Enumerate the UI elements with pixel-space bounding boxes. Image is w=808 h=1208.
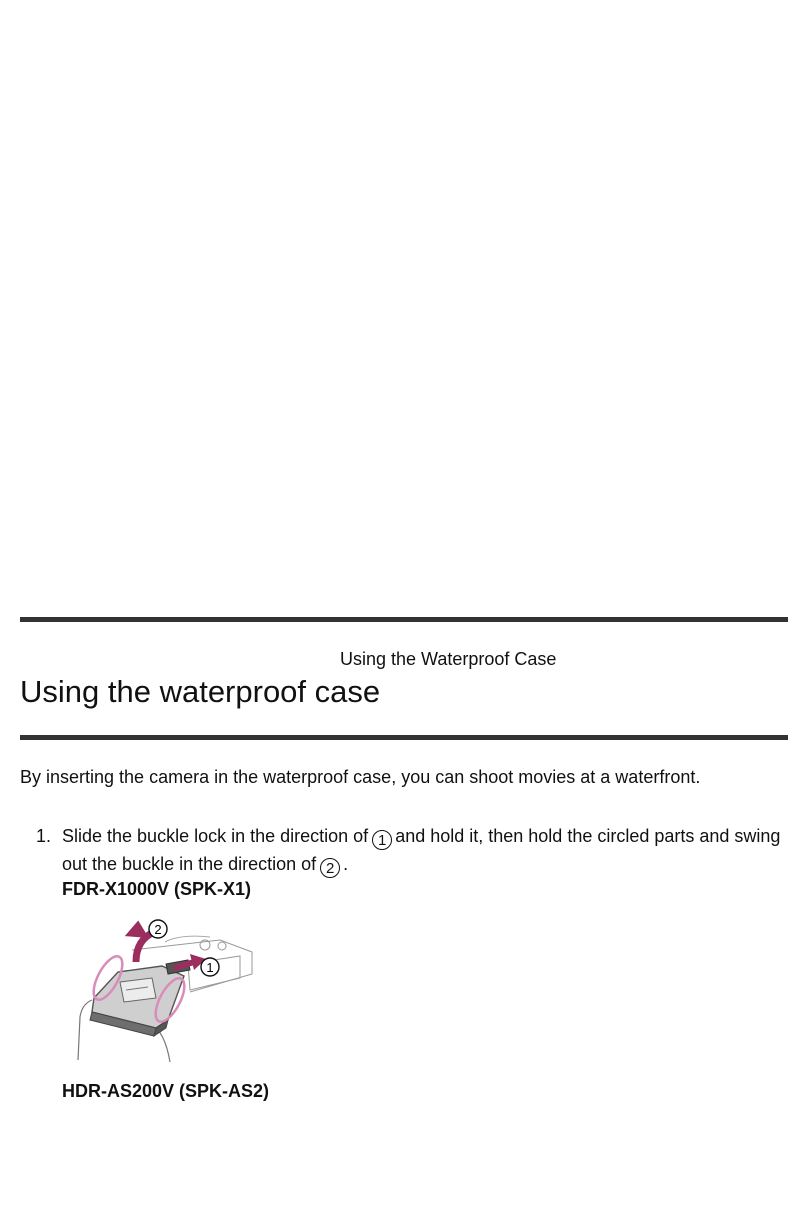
page-title: Using the waterproof case: [20, 674, 381, 709]
circled-number-1-icon: 1: [372, 830, 392, 850]
title-divider: [20, 735, 788, 740]
circled-number-2-icon: 2: [320, 858, 340, 878]
step-number: 1.: [36, 826, 52, 846]
buckle-lock-illustration: [70, 912, 260, 1072]
step-text-part: Slide the buckle lock in the direction of: [62, 826, 369, 846]
intro-paragraph: By inserting the camera in the waterproof case, you can shoot movies at a waterfront.: [20, 767, 701, 787]
model-label: FDR-X1000V (SPK-X1): [62, 879, 252, 899]
section-label: Using the Waterproof Case: [340, 649, 557, 669]
step-text-part: and hold it, then hold the circled parts and swing out the buckle in the direction of: [62, 826, 781, 874]
illustration-marker-2-icon: [149, 920, 167, 938]
svg-text:1: 1: [206, 960, 214, 975]
model-label: HDR-AS200V (SPK-AS2): [62, 1081, 270, 1101]
step-text-part: .: [343, 854, 349, 874]
step-text: [62, 822, 782, 878]
illustration-marker-1-icon: [201, 958, 219, 976]
top-divider: [20, 617, 788, 622]
svg-text:2: 2: [154, 922, 162, 937]
